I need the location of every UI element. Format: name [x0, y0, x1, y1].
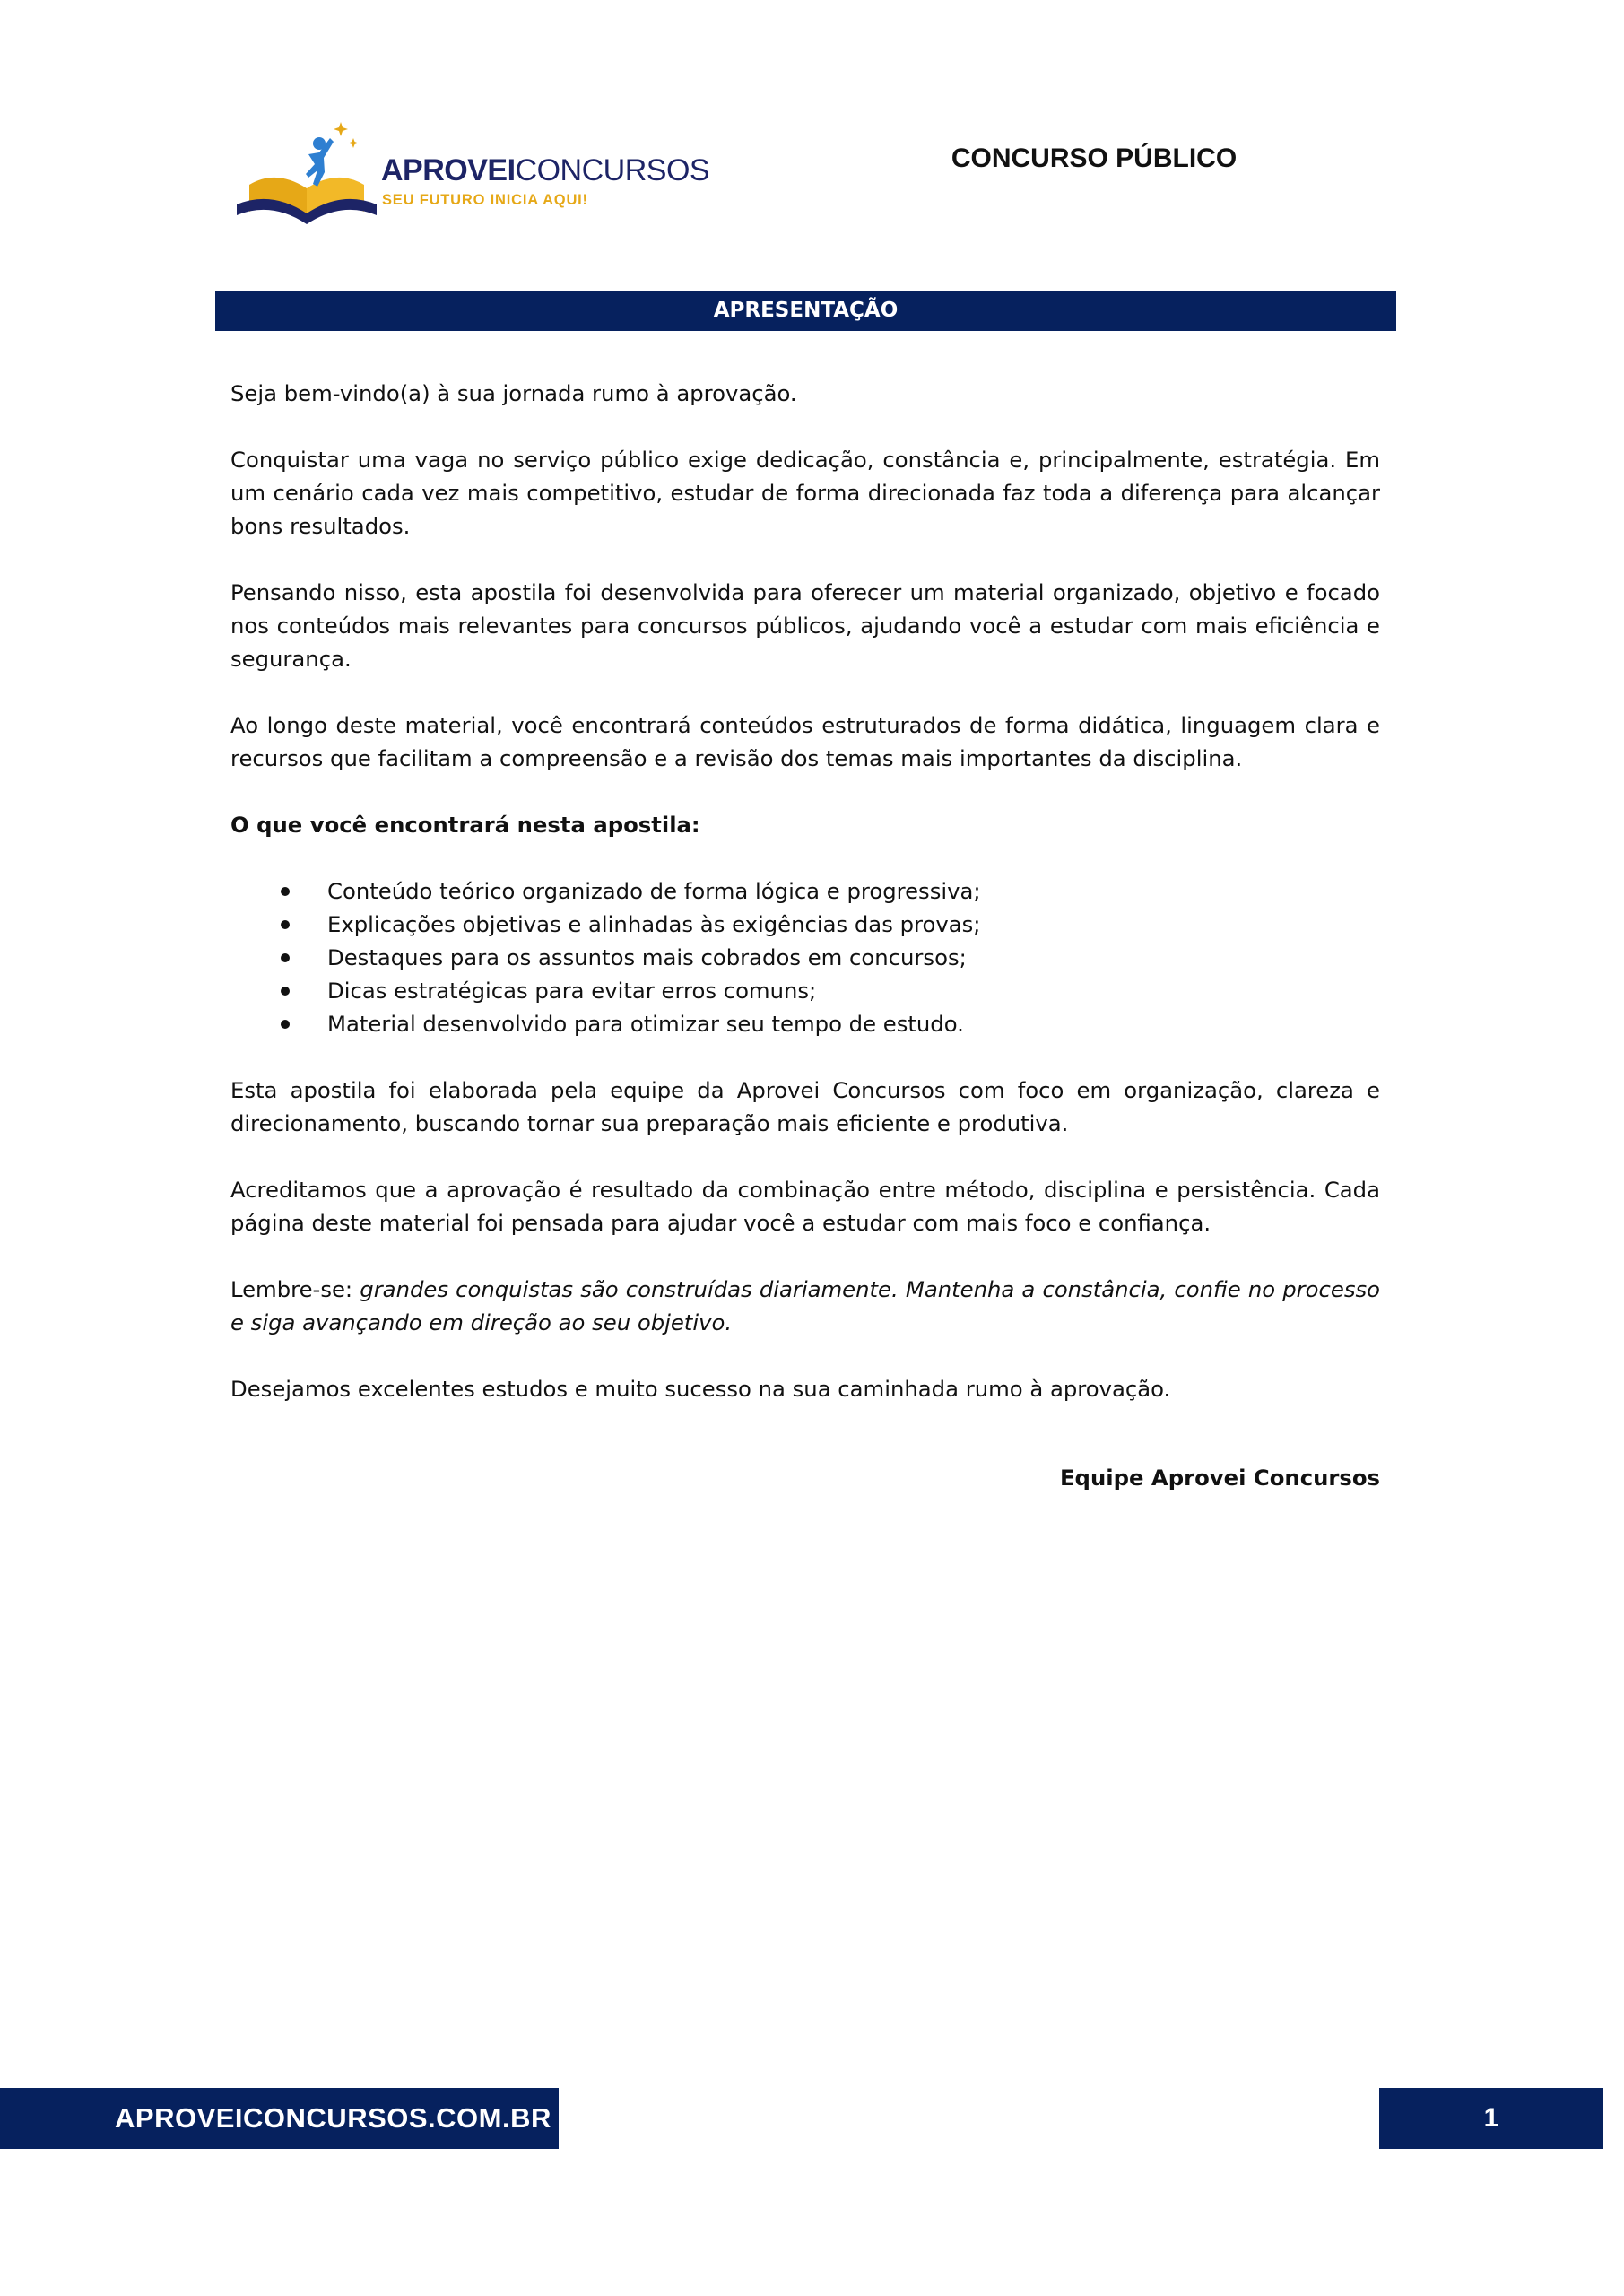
- footer-website: APROVEICONCURSOS.COM.BR: [0, 2088, 559, 2149]
- bullet-icon: [281, 1020, 290, 1029]
- list-item: Explicações objetivas e alinhadas às exigências das provas;: [327, 908, 1380, 941]
- footer-page-number: 1: [1379, 2088, 1603, 2149]
- list-item: Material desenvolvido para otimizar seu tempo de estudo.: [327, 1007, 1380, 1040]
- bullet-icon: [281, 987, 290, 996]
- paragraph-1: Conquistar uma vaga no serviço público exige dedicação, constância e, principalmente, estratégia. Em um cenário cada vez mais competitivo, estudar de forma direcionada faz toda a diferença para alcançar bons resultados.: [230, 447, 1380, 539]
- list-item: Destaques para os assuntos mais cobrados em concursos;: [327, 941, 1380, 974]
- logo-brand-text: APROVEICONCURSOS: [381, 153, 710, 187]
- aprovei-concursos-logo: [231, 115, 710, 231]
- paragraph-5: Acreditamos que a aprovação é resultado da combinação entre método, disciplina e persistência. Cada página deste material foi pensada para ajudar você a estudar com mais foco e confiança.: [230, 1177, 1380, 1236]
- closing-paragraph: Desejamos excelentes estudos e muito sucesso na sua caminhada rumo à aprovação.: [230, 1376, 1171, 1402]
- remember-quote: grandes conquistas são construídas diariamente. Mantenha a constância, confie no processo e siga avançando em direção ao seu objetivo.: [230, 1276, 1380, 1335]
- signature: Equipe Aprovei Concursos: [1059, 1465, 1380, 1491]
- page-header: [0, 0, 1624, 269]
- logo-tagline: SEU FUTURO INICIA AQUI!: [382, 192, 588, 208]
- list-item: Dicas estratégicas para evitar erros comuns;: [327, 974, 1380, 1007]
- list-heading: O que você encontrará nesta apostila:: [230, 812, 700, 838]
- list-item: Conteúdo teórico organizado de forma lógica e progressiva;: [327, 874, 1380, 908]
- paragraph-2: Pensando nisso, esta apostila foi desenvolvida para oferecer um material organizado, objetivo e focado nos conteúdos mais relevantes para concursos públicos, ajudando você a estudar com mais eficiência e segurança.: [230, 579, 1380, 672]
- open-book-icon: [231, 115, 384, 231]
- bullet-icon: [281, 953, 290, 962]
- section-title-bar: APRESENTAÇÃO: [215, 291, 1396, 331]
- greeting-paragraph: Seja bem-vindo(a) à sua jornada rumo à aprovação.: [230, 380, 797, 406]
- bullet-icon: [281, 887, 290, 896]
- header-title: CONCURSO PÚBLICO: [951, 144, 1238, 173]
- paragraph-3: Ao longo deste material, você encontrará conteúdos estruturados de forma didática, linguagem clara e recursos que facilitam a compreensão e a revisão dos temas mais importantes da disciplina.: [230, 712, 1380, 771]
- remember-paragraph: [230, 1273, 1380, 1339]
- bullet-icon: [281, 920, 290, 929]
- remember-prefix: Lembre-se:: [230, 1276, 360, 1302]
- features-list: [230, 874, 1380, 1040]
- presentation-content: [230, 377, 1380, 1527]
- paragraph-4: Esta apostila foi elaborada pela equipe da Aprovei Concursos com foco em organização, clareza e direcionamento, buscando tornar sua preparação mais eficiente e produtiva.: [230, 1077, 1380, 1136]
